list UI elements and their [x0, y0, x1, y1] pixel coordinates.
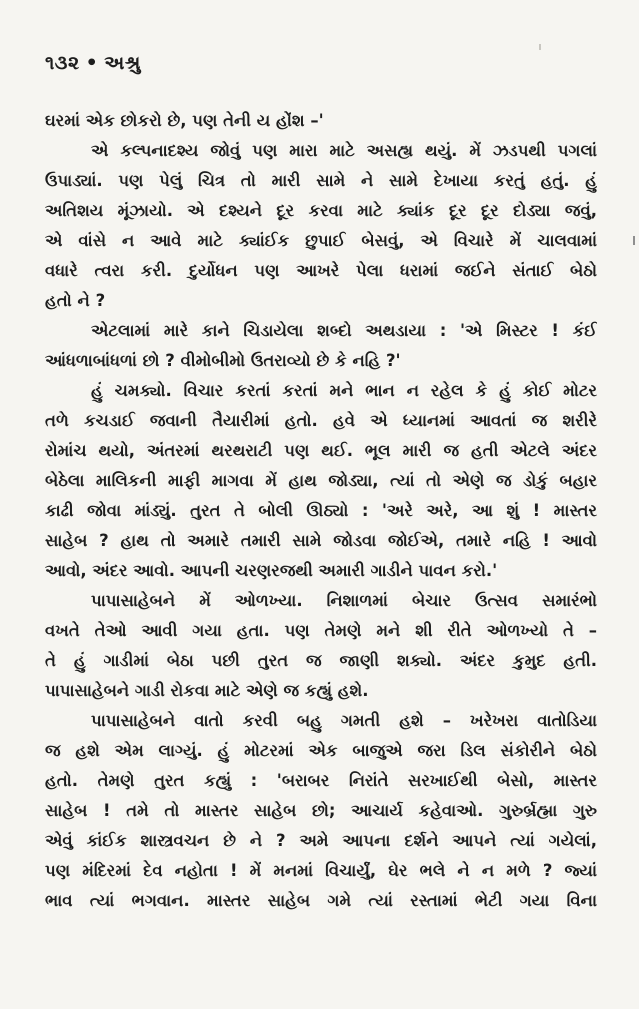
page-edge-mark — [633, 236, 635, 245]
paper-speck — [539, 44, 541, 50]
text-line: અતિશય મૂંઝાયો. એ દશ્યને દૂર કરવા માટે ક્યાંક દૂર દૂર દોડ્યા જવું, — [45, 201, 597, 220]
text-line: ઉપાડ્યાં. પણ પેલું ચિત્ર તો મારી સામે ને સામે દેખાયા કરતું હતું. હું — [45, 171, 597, 190]
text-line: વખતે તેઓ આવી ગયા હતા. પણ તેમણે મને શી રીતે ઓળખ્યો તે – — [45, 621, 597, 640]
text-line: સાહેબ ! તમે તો માસ્તર સાહેબ છો; આચાર્ય કહેવાઓ. ગુરુર્બ્રહ્મા ગુરુ — [45, 801, 597, 820]
text-line: એટલામાં મારે કાને ચિડાયેલા શબ્દો અથડાયા : 'એ મિસ્ટર ! કંઈ — [91, 321, 597, 340]
text-line: વધારે ત્વરા કરી. દુર્યોધન પણ આખરે પેલા ધરામાં જઈને સંતાઈ બેઠો — [45, 261, 597, 280]
text-line: આવો, અંદર આવો. આપની ચરણરજથી અમારી ગાડીને પાવન કરો.' — [45, 561, 498, 580]
text-line: જ હશે એમ લાગ્યું. હું મોટરમાં એક બાજુએ જરા ડિલ સંકોરીને બેઠો — [45, 741, 597, 760]
text-line: પણ મંદિરમાં દેવ નહોતા ! મેં મનમાં વિચાર્યું, ઘેર ભલે ને ન મળે ? જ્યાં — [45, 861, 597, 880]
text-line: એ કલ્પનાદશ્ય જોવું પણ મારા માટે અસહ્ય થયું. મેં ઝડપથી પગલાં — [91, 141, 597, 160]
text-line: તે હું ગાડીમાં બેઠા પછી તુરત જ જાણી શક્યો. અંદર કુમુદ હતી. — [45, 651, 597, 670]
page-number: ૧૩૨ — [45, 52, 80, 74]
text-line: હતો. તેમણે તુરત કહ્યું : 'બરાબર નિરાંતે સરખાઈથી બેસો, માસ્તર — [45, 771, 597, 790]
text-line: તળે કચડાઈ જવાની તૈયારીમાં હતો. હવે એ ધ્યાનમાં આવતાં જ શરીરે — [45, 411, 597, 430]
text-line: હું ચમક્યો. વિચાર કરતાં કરતાં મને ભાન ન રહેલ કે હું કોઈ મોટર — [91, 381, 597, 400]
text-line: ઘરમાં એક છોકરો છે, પણ તેની ય હોંશ –' — [45, 111, 324, 130]
body-text — [45, 106, 597, 916]
book-title: અશ્રુ — [104, 52, 141, 74]
header-separator: • — [85, 52, 99, 74]
text-line: આંધળાબાંધળાં છો ? વીમોબીમો ઉતરાવ્યો છે કે નહિ ?' — [45, 351, 401, 370]
text-line: સાહેબ ? હાથ તો અમારે તમારી સામે જોડવા જોઈએ, તમારે નહિ ! આવો — [45, 531, 597, 550]
text-line: ભાવ ત્યાં ભગવાન. માસ્તર સાહેબ ગમે ત્યાં રસ્તામાં ભેટી ગયા વિના — [45, 891, 597, 910]
text-line: પાપાસાહેબને વાતો કરવી બહુ ગમતી હશે – ખરેખરા વાતોડિયા — [91, 711, 597, 730]
text-line: હતો ને ? — [45, 291, 106, 310]
text-line: એ વાંસે ન આવે માટે ક્યાંઈક છુપાઈ બેસવું, એ વિચારે મેં ચાલવામાં — [45, 231, 597, 250]
text-line: પાપાસાહેબને ગાડી રોકવા માટે એણે જ કહ્યું હશે. — [45, 681, 369, 700]
text-line: કાઢી જોવા માંડ્યું. તુરત તે બોલી ઊઠ્યો : 'અરે અરે, આ શું ! માસ્તર — [45, 501, 597, 520]
text-line: બેઠેલા માલિકની માફી માગવા મેં હાથ જોડ્યા, ત્યાં તો એણે જ ડોકું બહાર — [45, 471, 597, 490]
text-line: પાપાસાહેબને મેં ઓળખ્યા. નિશાળમાં બેચાર ઉત્સવ સમારંભો — [91, 591, 597, 610]
text-line: એવું કાંઈક શાસ્ત્રવચન છે ને ? અમે આપના દર્શને આપને ત્યાં ગયેલાં, — [45, 831, 597, 850]
text-line: રોમાંચ થયો, અંતરમાં થરથરાટી પણ થઈ. ભૂલ મારી જ હતી એટલે અંદર — [45, 441, 597, 460]
running-header — [45, 52, 141, 74]
